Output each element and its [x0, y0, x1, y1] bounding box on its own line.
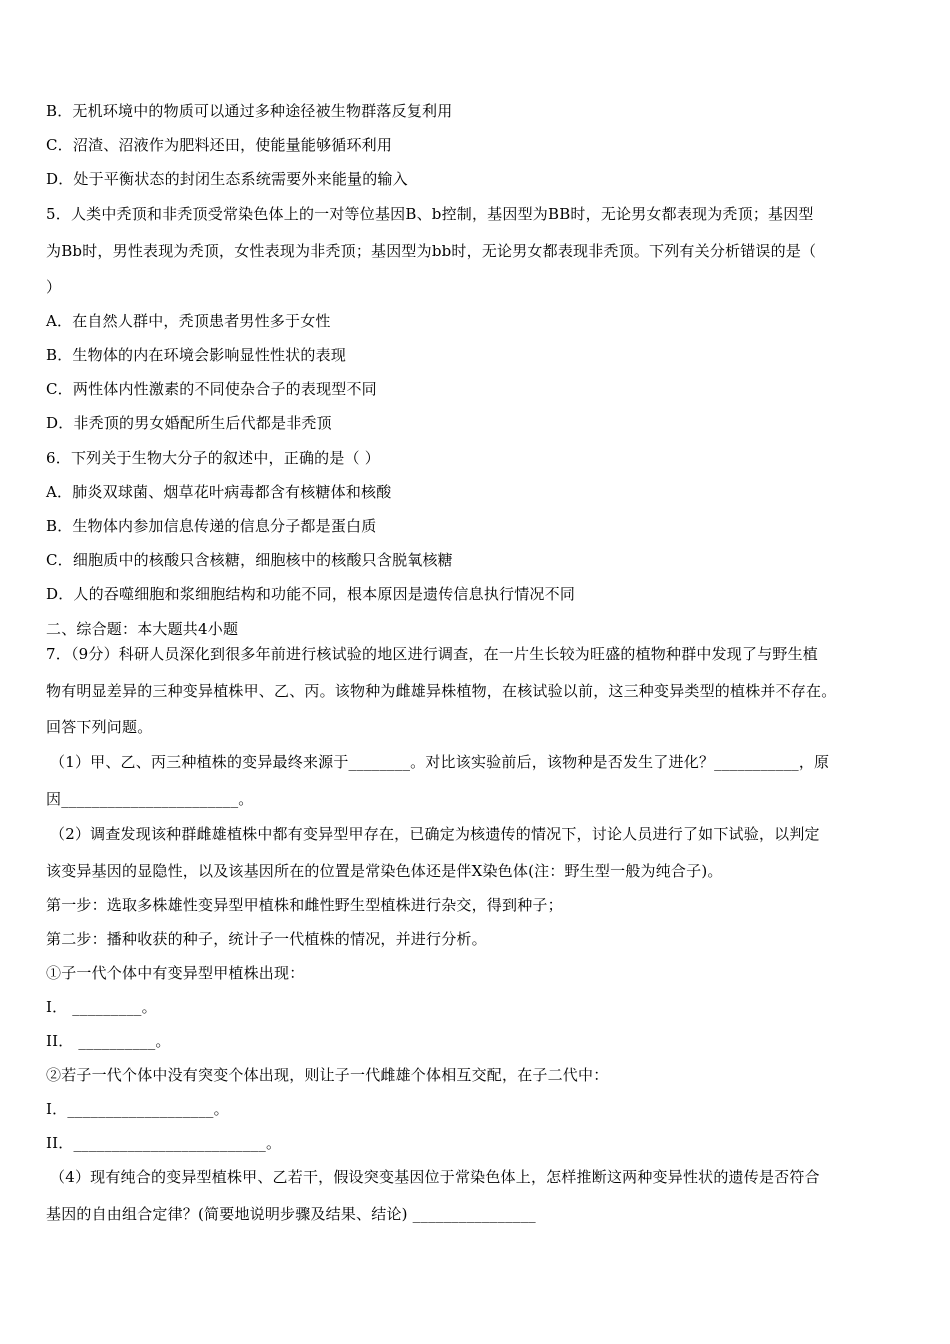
option-6c: C．细胞质中的核酸只含核糖，细胞核中的核酸只含脱氧核糖 — [46, 551, 453, 569]
option-5c: C．两性体内性激素的不同使杂合子的表现型不同 — [46, 380, 377, 398]
question-7-line-1: 7．（9分）科研人员深化到很多年前进行核试验的地区进行调查，在一片生长较为旺盛的植物种群中发现了与野生植 — [46, 645, 818, 663]
question-7-part-4-line-2: 基因的自由组合定律？(简要地说明步骤及结果、结论) ________________ — [46, 1205, 536, 1223]
case-1: ①子一代个体中有变异型甲植株出现： — [46, 964, 305, 982]
option-6d: D．人的吞噬细胞和浆细胞结构和功能不同，根本原因是遗传信息执行情况不同 — [46, 585, 576, 603]
case-2-answer-i: I．___________________。 — [46, 1100, 229, 1118]
case-2-answer-ii: II．_________________________。 — [46, 1134, 282, 1152]
case-1-answer-i: I． _________。 — [46, 998, 157, 1016]
question-7-part-1-line-1: （1）甲、乙、丙三种植株的变异最终来源于________。对比该实验前后，该物种是否发生了进化？___________，原 — [50, 753, 830, 771]
question-7-line-2: 物有明显差异的三种变异植株甲、乙、丙。该物种为雌雄异株植物，在核试验以前，这三种变异类型的植株并不存在。 — [46, 682, 837, 700]
option-4c: C．沼渣、沼液作为肥料还田，使能量能够循环利用 — [46, 136, 393, 154]
question-5-line-2: 为Bb时，男性表现为秃顶，女性表现为非秃顶；基因型为bb时，无论男女都表现非秃顶。下列有关分析错误的是（ — [46, 242, 817, 260]
question-7-part-4-line-1: （4）现有纯合的变异型植株甲、乙若干，假设突变基因位于常染色体上，怎样推断这两种变异性状的遗传是否符合 — [50, 1168, 820, 1186]
case-1-answer-ii: II． __________。 — [46, 1032, 171, 1050]
question-7-part-1-line-2: 因_______________________。 — [46, 790, 254, 808]
question-5-line-1: 5．人类中秃顶和非秃顶受常染色体上的一对等位基因B、b控制，基因型为BB时，无论男女都表现为秃顶；基因型 — [46, 205, 814, 223]
question-5-line-3: ） — [46, 278, 62, 296]
question-7-part-2-line-1: （2）调查发现该种群雌雄植株中都有变异型甲存在，已确定为核遗传的情况下，讨论人员进行了如下试验，以判定 — [50, 825, 820, 843]
option-5d: D．非秃顶的男女婚配所生后代都是非秃顶 — [46, 414, 332, 432]
step-1: 第一步：选取多株雄性变异型甲植株和雌性野生型植株进行杂交，得到种子； — [46, 896, 563, 914]
option-5b: B．生物体的内在环境会影响显性性状的表现 — [46, 346, 347, 364]
question-7-part-2-line-2: 该变异基因的显隐性，以及该基因所在的位置是常染色体还是伴X染色体(注：野生型一般为纯合子)。 — [46, 862, 723, 880]
option-4d: D．处于平衡状态的封闭生态系统需要外来能量的输入 — [46, 170, 408, 188]
case-2: ②若子一代个体中没有突变个体出现，则让子一代雌雄个体相互交配，在子二代中： — [46, 1066, 609, 1084]
question-6: 6．下列关于生物大分子的叙述中，正确的是（ ） — [46, 449, 380, 467]
step-2: 第二步：播种收获的种子，统计子一代植株的情况，并进行分析。 — [46, 930, 487, 948]
option-5a: A．在自然人群中，秃顶患者男性多于女性 — [46, 312, 331, 330]
option-6a: A．肺炎双球菌、烟草花叶病毒都含有核糖体和核酸 — [46, 483, 392, 501]
option-6b: B．生物体内参加信息传递的信息分子都是蛋白质 — [46, 517, 377, 535]
section-heading: 二、综合题：本大题共4小题 — [46, 620, 239, 638]
question-7-line-3: 回答下列问题。 — [46, 718, 153, 736]
option-4b: B．无机环境中的物质可以通过多种途径被生物群落反复利用 — [46, 102, 453, 120]
